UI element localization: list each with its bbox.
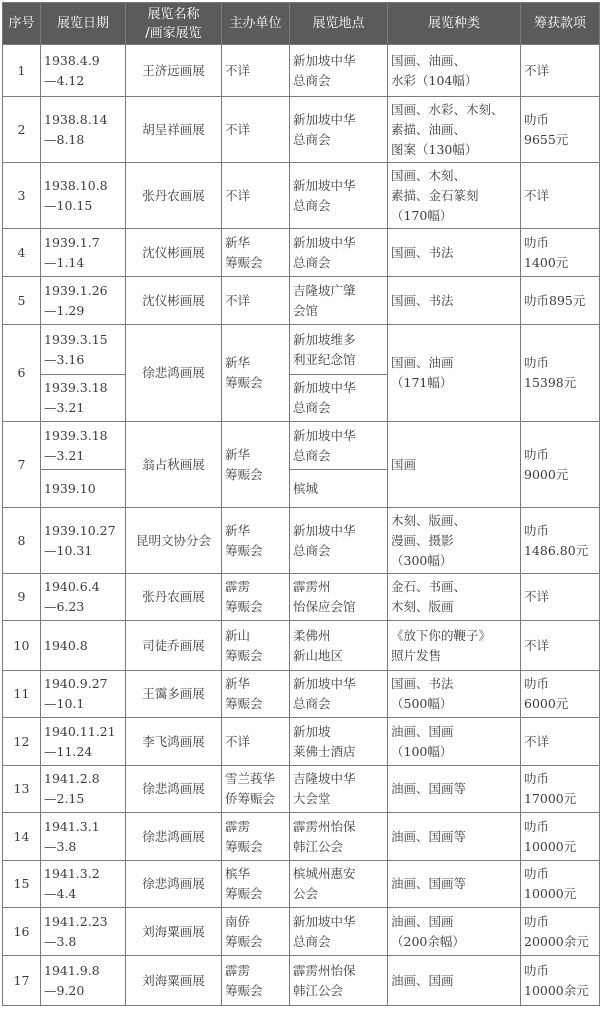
cell-funds: 叻币 10000元 [521,813,600,861]
cell-date: 1939.3.18 —3.21 [41,422,126,470]
cell-org: 新华 筹赈会 [222,422,290,508]
cell-venue: 新加坡中华 总商会 [290,97,388,163]
cell-org: 新华 筹赈会 [222,325,290,422]
cell-no: 9 [3,574,41,621]
cell-type: 《放下你的鞭子》 照片发售 [388,621,521,671]
cell-type: 国画、书法 [388,229,521,277]
header-venue: 展览地点 [290,3,388,45]
table-row [3,163,600,229]
cell-funds: 叻币 1400元 [521,229,600,277]
cell-type: 油画、国画 （200余幅） [388,908,521,956]
cell-date: 1939.1.7 —1.14 [41,229,126,277]
cell-venue: 槟城州惠安 公会 [290,861,388,908]
cell-funds: 叻币 20000余元 [521,908,600,956]
table-row [3,621,600,671]
cell-funds: 不详 [521,621,600,671]
cell-type: 油画、国画 （100幅） [388,718,521,766]
table-row [3,508,600,574]
cell-funds: 叻币 15398元 [521,325,600,422]
cell-funds: 叻币 10000余元 [521,956,600,1006]
cell-venue: 新加坡中华 总商会 [290,422,388,470]
cell-type: 油画、国画等 [388,766,521,813]
cell-venue: 霹雳州怡保 韩江公会 [290,956,388,1006]
cell-org: 南侨 筹赈会 [222,908,290,956]
cell-name: 张丹农画展 [126,574,222,621]
cell-venue: 吉隆坡广肇 会馆 [290,277,388,325]
cell-org: 雪兰莪华 侨筹赈会 [222,766,290,813]
cell-no: 12 [3,718,41,766]
cell-venue: 新加坡中华 总商会 [290,45,388,97]
cell-org: 槟华 筹赈会 [222,861,290,908]
cell-name: 徐悲鸿画展 [126,813,222,861]
table-row [3,908,600,956]
cell-org: 不详 [222,45,290,97]
cell-no: 17 [3,956,41,1006]
cell-name: 司徒乔画展 [126,621,222,671]
cell-type: 木刻、版画、 漫画、摄影 （300幅） [388,508,521,574]
cell-venue: 槟城 [290,470,388,508]
cell-date: 1941.2.8 —2.15 [41,766,126,813]
header-org: 主办单位 [222,3,290,45]
cell-venue: 新加坡中华 总商会 [290,229,388,277]
cell-name: 刘海粟画展 [126,908,222,956]
cell-name: 翁占秋画展 [126,422,222,508]
cell-funds: 不详 [521,163,600,229]
cell-date: 1939.1.26 —1.29 [41,277,126,325]
table-row [3,718,600,766]
cell-type: 油画、国画等 [388,813,521,861]
cell-venue: 新加坡中华 总商会 [290,671,388,718]
cell-date: 1939.10 [41,470,126,508]
cell-name: 王济远画展 [126,45,222,97]
table-row [3,229,600,277]
cell-type: 国画、书法 （500幅） [388,671,521,718]
cell-name: 沈仪彬画展 [126,229,222,277]
cell-funds: 叻币 10000元 [521,861,600,908]
cell-org: 霹雳 筹赈会 [222,956,290,1006]
cell-type: 国画、油画、 水彩（104幅） [388,45,521,97]
cell-venue: 新加坡中华 总商会 [290,508,388,574]
cell-date: 1941.3.2 —4.4 [41,861,126,908]
cell-funds: 不详 [521,574,600,621]
cell-funds: 不详 [521,718,600,766]
cell-name: 徐悲鸿画展 [126,766,222,813]
cell-date: 1941.9.8 —9.20 [41,956,126,1006]
header-funds: 筹获款项 [521,3,600,45]
table-row [3,277,600,325]
cell-funds: 叻币 1486.80元 [521,508,600,574]
cell-no: 4 [3,229,41,277]
cell-funds: 叻币 9655元 [521,97,600,163]
cell-date: 1940.9.27 —10.1 [41,671,126,718]
table-row [3,861,600,908]
cell-no: 2 [3,97,41,163]
cell-venue: 新加坡维多 利亚纪念馆 [290,325,388,375]
exhibition-table [2,2,600,1006]
cell-date: 1938.10.8 —10.15 [41,163,126,229]
cell-org: 不详 [222,163,290,229]
cell-org: 新华 筹赈会 [222,508,290,574]
cell-org: 不详 [222,718,290,766]
cell-date: 1940.6.4 —6.23 [41,574,126,621]
header-date: 展览日期 [41,3,126,45]
cell-no: 8 [3,508,41,574]
cell-funds: 叻币895元 [521,277,600,325]
cell-name: 徐悲鸿画展 [126,861,222,908]
cell-org: 霹雳 筹赈会 [222,574,290,621]
cell-venue: 新加坡中华 总商会 [290,163,388,229]
cell-name: 徐悲鸿画展 [126,325,222,422]
cell-date: 1938.8.14 —8.18 [41,97,126,163]
cell-org: 新华 筹赈会 [222,229,290,277]
table-row [3,813,600,861]
cell-name: 昆明文协分会 [126,508,222,574]
cell-name: 沈仪彬画展 [126,277,222,325]
cell-name: 李飞鸿画展 [126,718,222,766]
cell-org: 新山 筹赈会 [222,621,290,671]
cell-org: 不详 [222,277,290,325]
cell-venue: 新加坡中华 总商会 [290,375,388,422]
cell-no: 1 [3,45,41,97]
cell-no: 15 [3,861,41,908]
header-type: 展览种类 [388,3,521,45]
cell-no: 14 [3,813,41,861]
cell-funds: 叻币 6000元 [521,671,600,718]
cell-type: 国画、书法 [388,277,521,325]
cell-no: 7 [3,422,41,508]
table-row [3,97,600,163]
cell-date: 1939.3.18 —3.21 [41,375,126,422]
table-row [3,766,600,813]
cell-org: 不详 [222,97,290,163]
header-no: 序号 [3,3,41,45]
cell-no: 10 [3,621,41,671]
cell-funds: 叻币 17000元 [521,766,600,813]
cell-date: 1939.10.27 —10.31 [41,508,126,574]
cell-type: 国画、木刻、 素描、金石篆刻 （170幅） [388,163,521,229]
table-row [3,956,600,1006]
table-row [3,325,600,375]
cell-name: 张丹农画展 [126,163,222,229]
cell-type: 金石、书画、 木刻、版画 [388,574,521,621]
cell-no: 5 [3,277,41,325]
cell-name: 胡呈祥画展 [126,97,222,163]
cell-funds: 叻币 9000元 [521,422,600,508]
cell-date: 1939.3.15 —3.16 [41,325,126,375]
cell-name: 刘海粟画展 [126,956,222,1006]
cell-org: 新华 筹赈会 [222,671,290,718]
cell-no: 13 [3,766,41,813]
cell-venue: 吉隆坡中华 大会堂 [290,766,388,813]
header-name: 展览名称 /画家展览 [126,3,222,45]
cell-venue: 新加坡 莱佛士酒店 [290,718,388,766]
cell-type: 油画、国画等 [388,861,521,908]
table-row [3,422,600,470]
table-row [3,45,600,97]
table-row [3,671,600,718]
cell-type: 国画、水彩、木刻、 素描、油画、 图案（130幅） [388,97,521,163]
cell-funds: 不详 [521,45,600,97]
cell-org: 霹雳 筹赈会 [222,813,290,861]
cell-venue: 柔佛州 新山地区 [290,621,388,671]
cell-date: 1940.11.21 —11.24 [41,718,126,766]
cell-no: 11 [3,671,41,718]
cell-venue: 新加坡中华 总商会 [290,908,388,956]
table-row [3,574,600,621]
cell-name: 王霭多画展 [126,671,222,718]
cell-venue: 霹雳州 怡保应会馆 [290,574,388,621]
cell-no: 6 [3,325,41,422]
cell-date: 1941.3.1 —3.8 [41,813,126,861]
cell-type: 油画、国画 [388,956,521,1006]
cell-no: 3 [3,163,41,229]
cell-date: 1941.2.23 —3.8 [41,908,126,956]
cell-date: 1938.4.9 —4.12 [41,45,126,97]
cell-venue: 霹雳州怡保 韩江公会 [290,813,388,861]
cell-type: 国画 [388,422,521,508]
cell-type: 国画、油画 （171幅） [388,325,521,422]
cell-date: 1940.8 [41,621,126,671]
cell-no: 16 [3,908,41,956]
header-row [3,3,600,45]
